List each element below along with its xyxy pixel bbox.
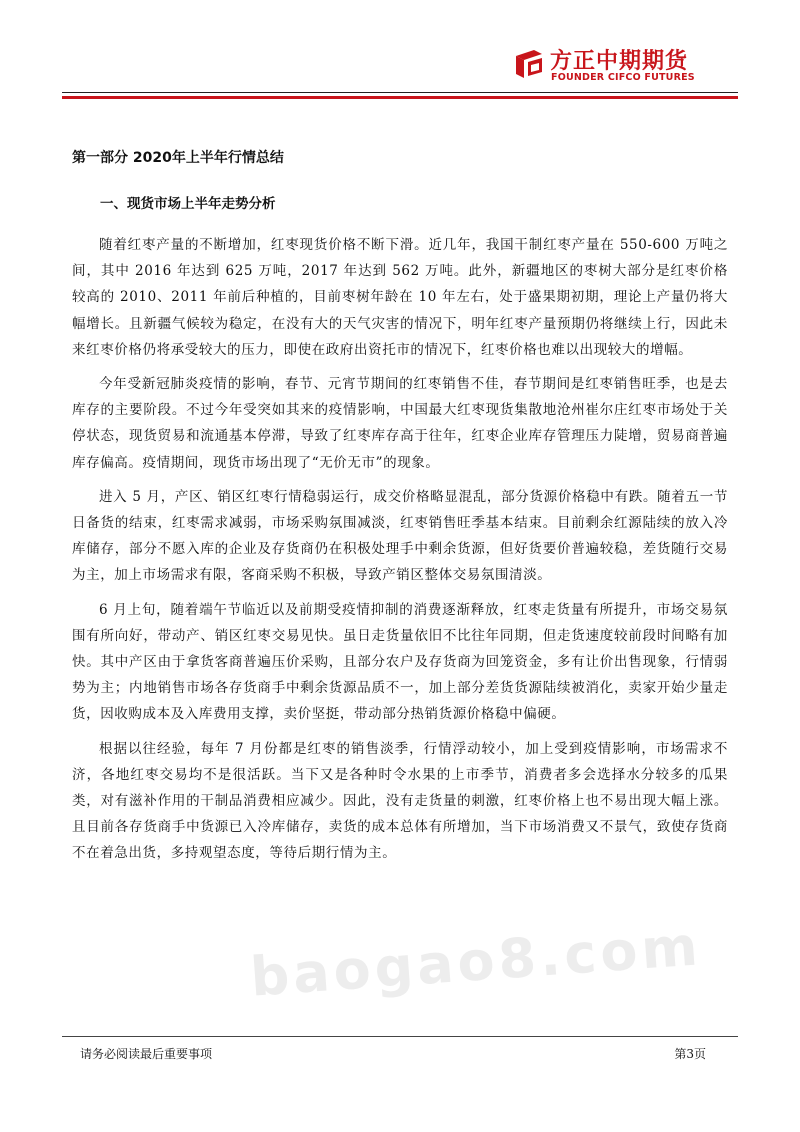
section-title: 第一部分 2020年上半年行情总结 [72,150,284,166]
watermark: baogao8.com [248,914,704,1009]
paragraph: 进入 5 月，产区、销区红枣行情稳弱运行，成交价格略显混乱，部分货源价格稳中有跌。随着五一节日备货的结束，红枣需求减弱，市场采购氛围减淡，红枣销售旺季基本结束。目前剩余红源陆续的放入冷库储存，部分不愿入库的企业及存货商仍在积极处理手中剩余货源，但好货要价普遍较稳，差货随行交易为主，加上市场需求有限，客商采购不积极，导致产销区整体交易氛围清淡。 [72,488,728,584]
header-divider-thin [62,92,738,93]
page-number: 第3页 [674,1047,706,1061]
footer-notice: 请务必阅读最后重要事项 [80,1047,213,1061]
paragraph: 随着红枣产量的不断增加，红枣现货价格不断下滑。近几年，我国干制红枣产量在 550-600 万吨之间，其中 2016 年达到 625 万吨，2017 年达到 562 万吨。此外，新疆地区的枣树大部分是红枣价格较高的 2010、2011 年前后种植的，目前枣树年龄在 10 年左右，处于盛果期初期，理论上产量仍将大幅增长。且新疆气候较为稳定，在没有大的天气灾害的情况下，明年红枣产量预期仍将继续上行，因此未来红枣价格仍将承受较大的压力，即使在政府出资托市的情况下，红枣价格也难以出现较大的增幅。 [72,237,728,358]
logo-chinese-name: 方正中期期货 [550,49,689,74]
logo-icon [512,46,546,80]
page-header [0,0,800,105]
report-body [72,148,728,875]
paragraph: 根据以往经验，每年 7 月份都是红枣的销售淡季，行情浮动较小，加上受到疫情影响，市场需求不济，各地红枣交易均不是很活跃。当下又是各种时令水果的上市季节，消费者多会选择水分较多的瓜果类，对有滋补作用的干制品消费相应减少。因此，没有走货量的刺激，红枣价格上也不易出现大幅上涨。且目前各存货商手中货源已入冷库储存，卖货的成本总体有所增加，当下市场消费又不景气，致使存货商不在着急出货，多持观望态度，等待后期行情为主。 [72,740,728,862]
footer-divider [62,1036,738,1037]
paragraph: 今年受新冠肺炎疫情的影响，春节、元宵节期间的红枣销售不佳，春节期间是红枣销售旺季，也是去库存的主要阶段。不过今年受突如其来的疫情影响，中国最大红枣现货集散地沧州崔尔庄红枣市场处于关停状态，现货贸易和流通基本停滞，导致了红枣库存高于往年，红枣企业库存管理压力陡增，贸易商普遍库存偏高。疫情期间，现货市场出现了“无价无市”的现象。 [72,376,728,471]
paragraph: 6 月上旬，随着端午节临近以及前期受疫情抑制的消费逐渐释放，红枣走货量有所提升，市场交易氛围有所向好，带动产、销区红枣交易见快。虽日走货量依旧不比往年同期，但走货速度较前段时间略有加快。其中产区由于拿货客商普遍压价采购，且部分农户及存货商为回笼资金，多有让价出售现象，行情弱势为主；内地销售市场各存货商手中剩余货源品质不一，加上部分差货货源陆续被消化，卖家开始少量走货，因收购成本及入库费用支撑，卖价坚挺，带动部分热销货源价格稳中偏硬。 [72,601,728,723]
sub-section-title: 一、现货市场上半年走势分析 [100,196,276,212]
logo-english-name: FOUNDER CIFCO FUTURES [551,72,695,83]
header-divider-red [62,96,738,99]
